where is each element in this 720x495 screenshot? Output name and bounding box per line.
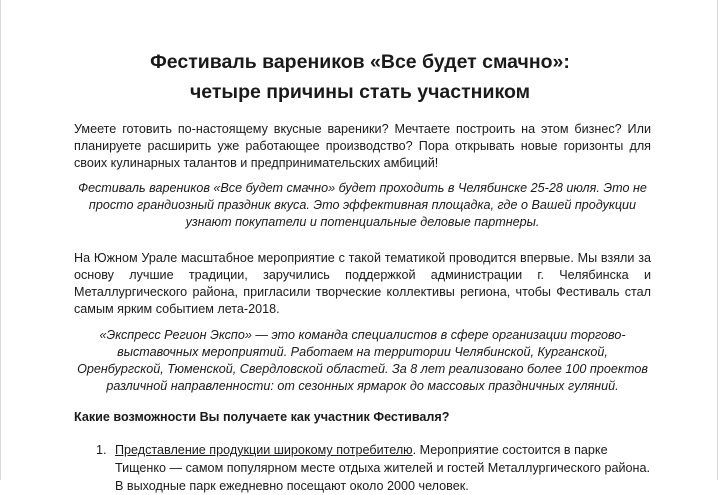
benefits-subheading: Какие возможности Вы получаете как участник Фестиваля? bbox=[74, 410, 450, 424]
list-item-heading: Представление продукции широкому потребителю bbox=[115, 443, 413, 457]
document-title-line-1: Фестиваль вареников «Все будет смачно»: bbox=[150, 51, 570, 73]
list-item-number: 1. bbox=[96, 443, 107, 457]
list-item-text bbox=[115, 441, 651, 495]
document-title-line-2: четыре причины стать участником bbox=[189, 81, 531, 103]
intro-paragraph: Умеете готовить по-настоящему вкусные вареники? Мечтаете построить на этом бизнес? Или планируете расширить уже работающее производство? Пора открывать новые горизонты для своих кулинарных талантов и предпринимательских амбиций! bbox=[74, 122, 651, 170]
organizer-paragraph: «Экспресс Регион Экспо» — это команда специалистов в сфере организации торгово-выставочных мероприятий. Работаем на территории Челябинской, Курганской, Оренбургской, Тюменской, Свердловской областей. За 8 лет реализовано более 100 проектов различной направленности: от сезонных ярмарок до массовых праздничных гуляний. bbox=[77, 328, 648, 393]
list-item-body: . Мероприятие состоится в парке Тищенко — самом популярном месте отдыха жителей и гостей Металлургического района. В выходные парк ежедневно посещают около 2000 человек. bbox=[115, 443, 650, 493]
event-description-paragraph: На Южном Урале масштабное мероприятие с такой тематикой проводится впервые. Мы взяли за основу лучшие традиции, заручились поддержкой администрации г. Челябинска и Металлургического района, пригласили творческие коллективы региона, чтобы Фестиваль стал самым ярким событием лета-2018. bbox=[74, 251, 651, 316]
festival-dates-paragraph: Фестиваль вареников «Все будет смачно» будет проходить в Челябинске 25-28 июля. Это не просто грандиозный праздник вкуса. Это эффективная площадка, где о Вашей продукции узнают покупатели и потенциальные деловые партнеры. bbox=[78, 181, 647, 229]
